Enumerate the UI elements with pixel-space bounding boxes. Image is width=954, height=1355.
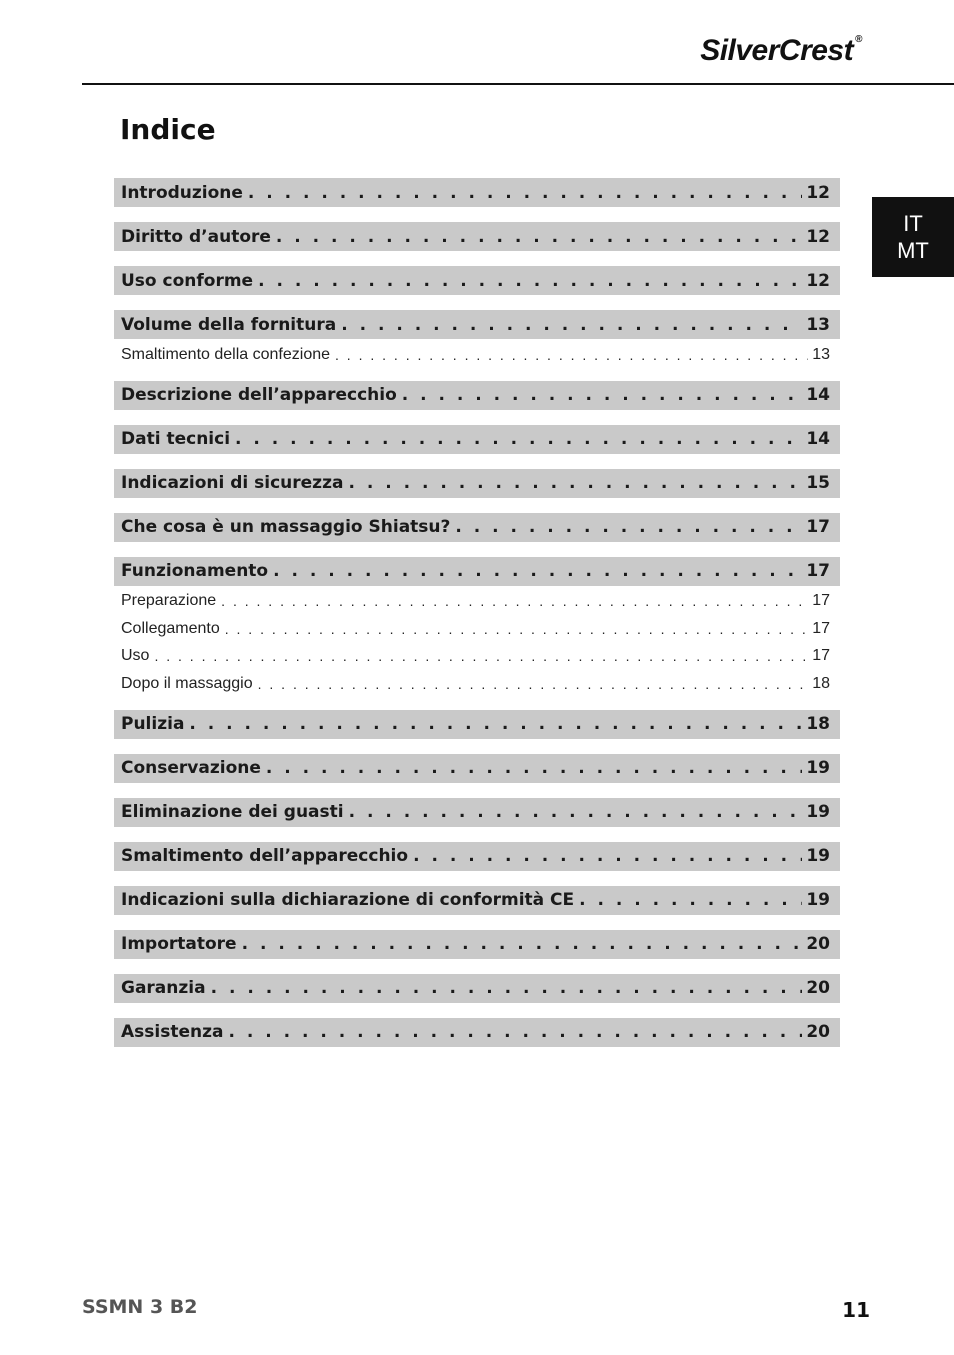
footer-page-number: 11 xyxy=(842,1298,870,1322)
toc-chapter-label: Diritto d’autore xyxy=(121,226,271,247)
toc-chapter-page: 18 xyxy=(806,714,830,734)
toc-chapter[interactable] xyxy=(114,178,840,207)
toc-chapter-label: Importatore xyxy=(121,934,237,954)
toc-sub-label: Collegamento xyxy=(121,619,220,637)
toc-chapter-page: 20 xyxy=(806,1022,830,1042)
toc-leader xyxy=(402,385,803,405)
toc-chapter[interactable] xyxy=(114,1018,840,1047)
toc-leader xyxy=(349,802,803,822)
toc-leader xyxy=(341,315,802,335)
toc-leader xyxy=(258,676,809,692)
toc-leader xyxy=(248,183,802,203)
toc-chapter[interactable] xyxy=(114,798,840,827)
registered-mark: ® xyxy=(855,34,862,45)
header-rule xyxy=(82,83,954,85)
page-title: Indice xyxy=(120,113,216,146)
toc-chapter-page: 12 xyxy=(806,226,830,247)
toc-leader xyxy=(225,621,808,637)
toc-leader xyxy=(335,347,808,363)
toc-chapter[interactable] xyxy=(114,310,840,339)
toc-chapter-page: 14 xyxy=(806,385,830,405)
toc-chapter-page: 20 xyxy=(806,934,830,954)
table-of-contents xyxy=(114,178,840,1062)
toc-chapter[interactable] xyxy=(114,974,840,1003)
language-tab xyxy=(872,197,954,277)
toc-chapter-page: 19 xyxy=(806,890,830,910)
toc-leader xyxy=(154,648,808,664)
toc-leader xyxy=(413,846,802,866)
toc-leader xyxy=(273,561,802,581)
toc-chapter-label: Conservazione xyxy=(121,758,261,778)
toc-chapter[interactable] xyxy=(114,381,840,410)
toc-chapter-label: Smaltimento dell’apparecchio xyxy=(121,846,409,866)
toc-chapter[interactable] xyxy=(114,513,840,542)
toc-chapter[interactable] xyxy=(114,930,840,959)
toc-chapter-label: Funzionamento xyxy=(121,561,269,581)
toc-subsections xyxy=(114,341,840,369)
toc-subsection[interactable] xyxy=(114,643,840,671)
toc-sub-page: 18 xyxy=(812,674,830,692)
toc-chapter-page: 12 xyxy=(806,182,830,203)
toc-chapter-label: Pulizia xyxy=(121,714,185,734)
toc-leader xyxy=(189,714,802,734)
toc-chapter[interactable] xyxy=(114,469,840,498)
toc-subsections xyxy=(114,588,840,698)
toc-subsection[interactable] xyxy=(114,615,840,643)
toc-chapter-label: Indicazioni di sicurezza xyxy=(121,473,344,493)
toc-chapter-label: Assistenza xyxy=(121,1022,224,1042)
toc-chapter[interactable] xyxy=(114,754,840,783)
toc-sub-page: 17 xyxy=(812,619,830,637)
toc-chapter[interactable] xyxy=(114,710,840,739)
toc-chapter-page: 17 xyxy=(806,517,830,537)
toc-chapter[interactable] xyxy=(114,425,840,454)
toc-chapter-page: 19 xyxy=(806,846,830,866)
language-code-mt: MT xyxy=(897,238,929,263)
toc-chapter-page: 15 xyxy=(806,473,830,493)
brand-logo xyxy=(700,34,862,68)
toc-chapter-label: Dati tecnici xyxy=(121,429,231,449)
toc-sub-label: Smaltimento della confezione xyxy=(121,345,331,363)
toc-chapter-label: Indicazioni sulla dichiarazione di conformità CE xyxy=(121,890,575,910)
toc-subsection[interactable] xyxy=(114,588,840,616)
toc-chapter-label: Volume della fornitura xyxy=(121,314,337,335)
toc-chapter-page: 20 xyxy=(806,978,830,998)
toc-chapter-label: Introduzione xyxy=(121,182,243,203)
toc-chapter-page: 12 xyxy=(806,270,830,291)
toc-leader xyxy=(258,271,802,291)
toc-sub-label: Dopo il massaggio xyxy=(121,674,253,692)
toc-chapter-page: 14 xyxy=(806,429,830,449)
brand-name: SilverCrest xyxy=(700,34,854,67)
toc-leader xyxy=(235,429,802,449)
toc-leader xyxy=(455,517,802,537)
toc-sub-label: Preparazione xyxy=(121,592,217,610)
footer-model-number: SSMN 3 B2 xyxy=(82,1296,198,1318)
language-code-it: IT xyxy=(903,211,923,236)
toc-leader xyxy=(266,758,802,778)
toc-chapter-label: Uso conforme xyxy=(121,270,254,291)
toc-leader xyxy=(276,227,802,247)
toc-chapter-page: 13 xyxy=(806,314,830,335)
toc-leader xyxy=(242,934,803,954)
toc-chapter[interactable] xyxy=(114,557,840,586)
toc-chapter-label: Che cosa è un massaggio Shiatsu? xyxy=(121,517,451,537)
toc-leader xyxy=(579,890,802,910)
toc-chapter-page: 19 xyxy=(806,758,830,778)
toc-leader xyxy=(221,593,808,609)
toc-sub-page: 17 xyxy=(812,647,830,665)
toc-chapter-label: Eliminazione dei guasti xyxy=(121,802,344,822)
toc-subsection[interactable] xyxy=(114,341,840,369)
toc-sub-label: Uso xyxy=(121,647,150,665)
toc-subsection[interactable] xyxy=(114,670,840,698)
toc-chapter[interactable] xyxy=(114,266,840,295)
toc-chapter-label: Descrizione dell’apparecchio xyxy=(121,385,397,405)
toc-chapter-page: 17 xyxy=(806,561,830,581)
toc-chapter[interactable] xyxy=(114,222,840,251)
toc-leader xyxy=(348,473,802,493)
toc-sub-page: 17 xyxy=(812,592,830,610)
toc-chapter-page: 19 xyxy=(806,802,830,822)
toc-leader xyxy=(228,1022,802,1042)
toc-leader xyxy=(211,978,803,998)
toc-sub-page: 13 xyxy=(812,345,830,363)
toc-chapter-label: Garanzia xyxy=(121,978,206,998)
toc-chapter[interactable] xyxy=(114,886,840,915)
toc-chapter[interactable] xyxy=(114,842,840,871)
